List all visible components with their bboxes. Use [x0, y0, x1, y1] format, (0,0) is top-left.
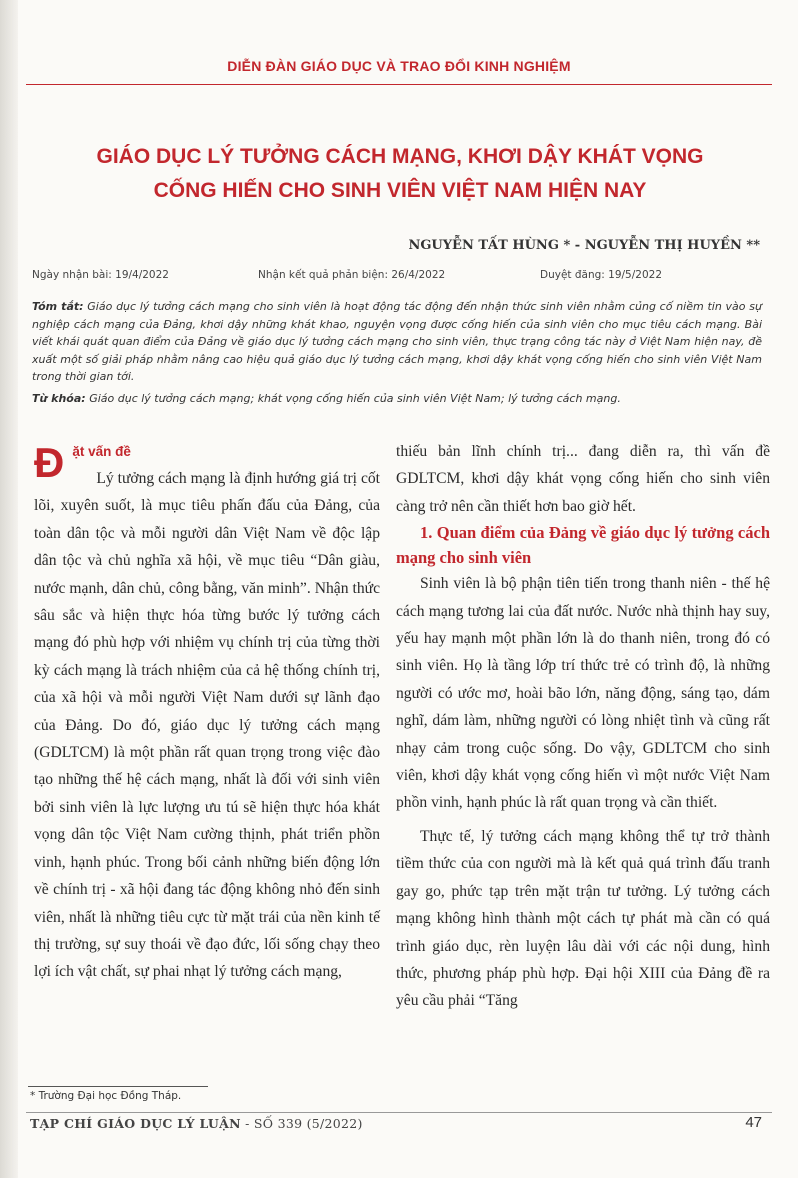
title-line-2: CỐNG HIẾN CHO SINH VIÊN VIỆT NAM HIỆN NAY — [153, 179, 647, 202]
section-1-heading: 1. Quan điểm của Đảng về giáo dục lý tưởng cách mạng cho sinh viên — [396, 523, 770, 568]
journal-footer — [30, 1116, 363, 1131]
keywords — [32, 390, 762, 407]
journal-name: TẠP CHÍ GIÁO DỤC LÝ LUẬN — [30, 1116, 241, 1131]
header-divider — [26, 84, 772, 85]
page-number: 47 — [745, 1114, 762, 1131]
intro-paragraph: Lý tưởng cách mạng là định hướng giá trị cốt lõi, xuyên suốt, là mục tiêu phấn đấu của Đảng, của toàn dân tộc và mỗi người dân Việt Nam về độc lập dân tộc và chủ nghĩa xã hội, về mục tiêu “Dân giàu, nước mạnh, dân chủ, công bằng, văn minh”. Nhận thức sâu sắc và hiện thực hóa từng bước lý tưởng cách mạng đó phù hợp với nhiệm vụ chính trị của từng thời kỳ cách mạng là trách nhiệm của cả hệ thống chính trị, của xã hội và mỗi người Việt Nam dưới sự lãnh đạo của Đảng. Do đó, giáo dục lý tưởng cách mạng (GDLTCM) là một phần rất quan trọng trong việc đào tạo những thế hệ cách mạng, nhất là đối với sinh viên bởi sinh viên là lực lượng ưu tú sẽ hiện thực hóa khát vọng dân tộc Việt Nam cường thịnh, phát triển phồn vinh, hạnh phúc. Trong bối cảnh những biến động lớn về chính trị - xã hội đang tác động không nhỏ đến sinh viên, nhất là những tiêu cực từ mặt trái của nền kinh tế thị trường, sự suy thoái về đạo đức, lối sống chạy theo lợi ích vật chất, sự phai nhạt lý tưởng cách mạng, — [34, 470, 380, 981]
column-right — [396, 438, 770, 1015]
keywords-text: Giáo dục lý tưởng cách mạng; khát vọng cống hiến của sinh viên Việt Nam; lý tưởng cách mạng. — [85, 392, 621, 405]
abstract-label: Tóm tắt: — [32, 300, 84, 313]
intro-subheading: ặt vấn đề — [72, 444, 131, 459]
page-gutter-shadow — [0, 0, 18, 1178]
journal-issue: - SỐ 339 (5/2022) — [240, 1116, 363, 1131]
intro-continuation: thiếu bản lĩnh chính trị... đang diễn ra, thì vấn đề GDLTCM, khơi dậy khát vọng cống hiến cho sinh viên càng trở nên cần thiết hơn bao giờ hết. — [396, 443, 770, 515]
authors: NGUYỄN TẤT HÙNG * - NGUYỄN THỊ HUYỀN ** — [408, 238, 760, 253]
section-header: DIỄN ĐÀN GIÁO DỤC VÀ TRAO ĐỔI KINH NGHIỆM — [227, 58, 571, 74]
footnote-divider — [28, 1086, 208, 1087]
review-date: Nhận kết quả phản biện: 26/4/2022 — [258, 269, 446, 281]
abstract — [32, 298, 762, 386]
keywords-label: Từ khóa: — [32, 392, 86, 405]
title-line-1: GIÁO DỤC LÝ TƯỞNG CÁCH MẠNG, KHƠI DẬY KHÁT VỌNG — [96, 145, 704, 168]
abstract-text: Giáo dục lý tưởng cách mạng cho sinh viên là hoạt động tác động đến nhận thức sinh viên nhằm củng cố niềm tin vào sự nghiệp cách mạng của Đảng, khơi dậy những khát khao, nguyện vọng được cống hiến của sinh viên cho mục tiêu cách mạng. Bài viết khái quát quan điểm của Đảng về giáo dục lý tưởng cách mạng cho sinh viên, thực trạng công tác này ở Việt Nam hiện nay, đề xuất một số giải pháp nhằm nâng cao hiệu quả giáo dục lý tưởng cách mạng, khơi dậy khát vọng cống hiến cho sinh viên Việt Nam trong thời gian tới. — [32, 300, 762, 383]
footnote: * Trường Đại học Đồng Tháp. — [30, 1090, 182, 1102]
paragraph-2: Sinh viên là bộ phận tiên tiến trong thanh niên - thế hệ cách mạng tương lai của đất nước. Nước nhà thịnh hay suy, yếu hay mạnh một phần lớn là do thanh niên, trong đó có sinh viên. Họ là tầng lớp trí thức trẻ có trình độ, là những người có ước mơ, hoài bão lớn, năng động, sáng tạo, dám nghĩ, dám làm, những người có lòng nhiệt tình và cũng rất nhạy cảm trong cuộc sống. Do vậy, GDLTCM cho sinh viên, khơi dậy khát vọng cống hiến vì một nước Việt Nam phồn vinh, hạnh phúc là rất quan trọng và cần thiết. — [396, 575, 770, 812]
approved-date: Duyệt đăng: 19/5/2022 — [540, 269, 663, 281]
drop-cap: Đ — [34, 439, 65, 486]
received-date: Ngày nhận bài: 19/4/2022 — [32, 269, 169, 281]
column-left — [34, 438, 380, 986]
footer-divider — [26, 1112, 772, 1113]
article-title — [60, 140, 740, 208]
paragraph-3: Thực tế, lý tưởng cách mạng không thể tự trở thành tiềm thức của con người mà là kết quả quá trình đấu tranh gay go, phức tạp trên mặt trận tư tưởng. Lý tưởng cách mạng không hình thành một cách tự phát mà cần có quá trình giáo dục, rèn luyện lâu dài với các nội dung, hình thức, phương pháp phù hợp. Đại hội XIII của Đảng đề ra yêu cầu phải “Tăng — [396, 827, 770, 1010]
